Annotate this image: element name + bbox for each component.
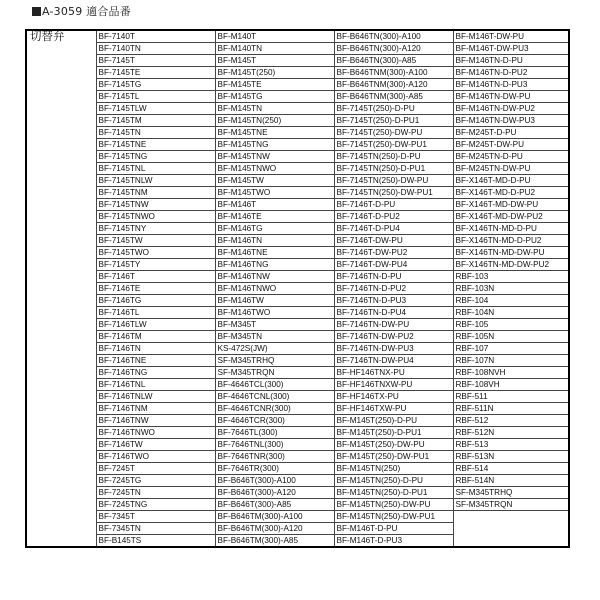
part-number-cell: BF-M145TNG (215, 139, 334, 151)
part-number-cell: BF-M245TN-DW-PU (453, 163, 569, 175)
part-number-cell: BF-7245T (96, 463, 215, 475)
empty-cell (453, 511, 569, 548)
part-number-cell: BF-7245TN (96, 487, 215, 499)
part-number-cell: BF-7145TN(250)-DW-PU (334, 175, 453, 187)
table-row (26, 139, 569, 151)
part-number-cell: BF-M145TN(250)-DW-PU1 (334, 511, 453, 523)
part-number-cell: BF-M345TN (215, 331, 334, 343)
part-number-cell: BF-7145TN(250)-D-PU (334, 151, 453, 163)
part-number-cell: BF-B646TNM(300)-A120 (334, 79, 453, 91)
part-number-cell: BF-7146T-D-PU2 (334, 211, 453, 223)
part-number-cell: RBF-513N (453, 451, 569, 463)
part-number-cell: BF-M146T (215, 199, 334, 211)
part-number-cell: BF-7146TE (96, 283, 215, 295)
part-number-cell: BF-M145TNE (215, 127, 334, 139)
part-number-cell: BF-7145TWO (96, 247, 215, 259)
part-number-cell: BF-M145TN(250) (334, 463, 453, 475)
part-number-cell: SF-M345TRHQ (453, 487, 569, 499)
part-number-cell: BF-M145TNW (215, 151, 334, 163)
page-title (32, 3, 131, 19)
part-number-cell: RBF-511 (453, 391, 569, 403)
part-number-cell: BF-7145TNWO (96, 211, 215, 223)
part-number-cell: BF-7145TNL (96, 163, 215, 175)
part-number-cell: BF-B646TM(300)-A100 (215, 511, 334, 523)
table-row (26, 391, 569, 403)
part-number-cell: BF-M245T-D-PU (453, 127, 569, 139)
table-row (26, 355, 569, 367)
square-bullet-icon (32, 7, 41, 16)
part-number-cell: RBF-108NVH (453, 367, 569, 379)
table-row (26, 199, 569, 211)
part-number-cell: BF-7146TL (96, 307, 215, 319)
part-number-cell: BF-7145TN(250)-D-PU1 (334, 163, 453, 175)
part-number-cell: BF-B646TN(300)-A100 (334, 30, 453, 43)
part-number-cell: BF-B646TM(300)-A85 (215, 535, 334, 548)
part-number-cell: BF-M145TNWO (215, 163, 334, 175)
part-number-cell: BF-7145TNE (96, 139, 215, 151)
part-number-cell: BF-B646TNM(300)-A100 (334, 67, 453, 79)
part-number-cell: RBF-107N (453, 355, 569, 367)
part-number-cell: BF-M145TW (215, 175, 334, 187)
part-number-cell: BF-7145TNM (96, 187, 215, 199)
table-row (26, 187, 569, 199)
part-number-cell: BF-M146TNW (215, 271, 334, 283)
table-row (26, 127, 569, 139)
part-number-cell: BF-M145TG (215, 91, 334, 103)
part-number-cell: RBF-514N (453, 475, 569, 487)
part-number-cell: BF-X146TN-MD-DW-PU2 (453, 259, 569, 271)
part-number-cell: BF-7146TNG (96, 367, 215, 379)
part-number-cell: BF-M145T(250) (215, 67, 334, 79)
table-row (26, 511, 569, 523)
part-number-cell: BF-7146TNLW (96, 391, 215, 403)
part-number-cell: BF-7146TN-DW-PU2 (334, 331, 453, 343)
part-number-cell: RBF-512N (453, 427, 569, 439)
part-number-cell: RBF-103 (453, 271, 569, 283)
table-row (26, 475, 569, 487)
part-number-cell: RBF-108VH (453, 379, 569, 391)
part-number-cell: BF-B646TM(300)-A120 (215, 523, 334, 535)
table-row (26, 55, 569, 67)
table-row (26, 343, 569, 355)
table-row (26, 30, 569, 43)
part-number-cell: BF-7146TLW (96, 319, 215, 331)
part-number-cell: BF-M146T-DW-PU3 (453, 43, 569, 55)
part-number-cell: BF-HF146TXW-PU (334, 403, 453, 415)
part-number-cell: BF-M146TW (215, 295, 334, 307)
table-row (26, 295, 569, 307)
part-number-cell: BF-7145TNY (96, 223, 215, 235)
part-number-cell: BF-M146T-D-PU (334, 523, 453, 535)
part-number-cell: BF-7145TN (96, 127, 215, 139)
part-number-cell: BF-7146T-DW-PU (334, 235, 453, 247)
part-number-cell: BF-7646TL(300) (215, 427, 334, 439)
part-number-cell: BF-M146T-D-PU3 (334, 535, 453, 548)
part-number-cell: BF-M145TWO (215, 187, 334, 199)
part-number-cell: BF-7245TG (96, 475, 215, 487)
part-number-cell: KS-472S(JW) (215, 343, 334, 355)
table-row (26, 307, 569, 319)
part-number-cell: BF-X146TN-MD-D-PU2 (453, 235, 569, 247)
part-number-cell: BF-X146TN-MD-D-PU (453, 223, 569, 235)
part-number-cell: BF-7146TWO (96, 451, 215, 463)
part-number-cell: BF-M140TN (215, 43, 334, 55)
part-number-cell: BF-B646T(300)-A100 (215, 475, 334, 487)
part-number-cell: BF-M145TN(250)-DW-PU (334, 499, 453, 511)
part-number-cell: BF-7146TNE (96, 355, 215, 367)
part-number-cell: BF-7145TN(250)-DW-PU1 (334, 187, 453, 199)
part-number-cell: BF-7145T(250)-D-PU1 (334, 115, 453, 127)
part-number-cell: BF-4646TCNR(300) (215, 403, 334, 415)
part-number-cell: BF-7146TW (96, 439, 215, 451)
part-number-cell: BF-7345TN (96, 523, 215, 535)
part-number-cell: BF-M145T(250)-D-PU (334, 415, 453, 427)
part-number-cell: BF-X146T-MD-DW-PU (453, 199, 569, 211)
part-number-cell: BF-M145TN(250)-D-PU1 (334, 487, 453, 499)
part-number-cell: BF-7146T (96, 271, 215, 283)
part-number-cell: BF-7146TN-DW-PU (334, 319, 453, 331)
table-row (26, 415, 569, 427)
part-number-cell: BF-X146T-MD-D-PU (453, 175, 569, 187)
part-number-cell: BF-4646TCR(300) (215, 415, 334, 427)
part-number-cell: RBF-107 (453, 343, 569, 355)
part-number-cell: SF-M345TRQN (453, 499, 569, 511)
table-row (26, 499, 569, 511)
table-row (26, 379, 569, 391)
part-number-cell: BF-7145TLW (96, 103, 215, 115)
table-row (26, 115, 569, 127)
table-row (26, 427, 569, 439)
part-number-cell: BF-M145TN(250)-D-PU (334, 475, 453, 487)
part-number-cell: BF-M145T(250)-DW-PU1 (334, 451, 453, 463)
compatible-parts-table (25, 29, 570, 548)
table-row (26, 319, 569, 331)
table-row (26, 403, 569, 415)
part-number-cell: BF-7146T-D-PU4 (334, 223, 453, 235)
part-number-cell: BF-7145TL (96, 91, 215, 103)
part-number-cell: BF-7145TG (96, 79, 215, 91)
table-row (26, 451, 569, 463)
part-number-cell: BF-M145T(250)-DW-PU (334, 439, 453, 451)
part-number-cell: BF-M146TNE (215, 247, 334, 259)
part-number-cell: BF-7145TNW (96, 199, 215, 211)
part-number-cell: BF-7646TNR(300) (215, 451, 334, 463)
part-number-cell: BF-7146T-DW-PU4 (334, 259, 453, 271)
table-row (26, 67, 569, 79)
part-number-cell: BF-M146TN-DW-PU2 (453, 103, 569, 115)
part-number-cell: BF-HF146TNX-PU (334, 367, 453, 379)
part-number-cell: BF-M146TG (215, 223, 334, 235)
table-row (26, 439, 569, 451)
part-number-cell: BF-B646T(300)-A120 (215, 487, 334, 499)
part-number-cell: BF-7146TN-DW-PU4 (334, 355, 453, 367)
part-number-cell: RBF-104N (453, 307, 569, 319)
part-number-cell: BF-M146TNG (215, 259, 334, 271)
part-number-cell: SF-M345TRHQ (215, 355, 334, 367)
table-row (26, 211, 569, 223)
table-row (26, 151, 569, 163)
part-number-cell: BF-7145TW (96, 235, 215, 247)
part-number-cell: BF-7245TNG (96, 499, 215, 511)
part-number-cell: BF-M146TN-D-PU3 (453, 79, 569, 91)
part-number-cell: RBF-513 (453, 439, 569, 451)
part-number-cell: BF-B145TS (96, 535, 215, 548)
part-number-cell: BF-M146T-DW-PU (453, 30, 569, 43)
part-number-cell: BF-7146TNW (96, 415, 215, 427)
part-number-cell: RBF-104 (453, 295, 569, 307)
part-number-cell: BF-B646TN(300)-A85 (334, 55, 453, 67)
table-row (26, 247, 569, 259)
part-number-cell: SF-M345TRQN (215, 367, 334, 379)
part-number-cell: BF-M145TN(250) (215, 115, 334, 127)
part-number-cell: BF-7345T (96, 511, 215, 523)
part-number-cell: RBF-512 (453, 415, 569, 427)
part-number-cell: BF-M146TN (215, 235, 334, 247)
part-number-cell: BF-7146T-DW-PU2 (334, 247, 453, 259)
part-number-cell: BF-7145T (96, 55, 215, 67)
part-number-cell: BF-7146TN (96, 343, 215, 355)
table-row (26, 163, 569, 175)
part-number-cell: BF-7140TN (96, 43, 215, 55)
table-row (26, 223, 569, 235)
part-number-cell: BF-M245TN-D-PU (453, 151, 569, 163)
part-number-cell: BF-7146TNM (96, 403, 215, 415)
table-row (26, 175, 569, 187)
part-number-cell: BF-7140T (96, 30, 215, 43)
part-number-cell: RBF-105 (453, 319, 569, 331)
table-row (26, 283, 569, 295)
part-number-cell: BF-M145TN (215, 103, 334, 115)
part-number-cell: BF-M145TE (215, 79, 334, 91)
part-number-cell: BF-X146TN-MD-DW-PU (453, 247, 569, 259)
part-number-cell: BF-7646TR(300) (215, 463, 334, 475)
part-number-cell: BF-7146TN-D-PU2 (334, 283, 453, 295)
part-number-cell: BF-7146TG (96, 295, 215, 307)
part-number-cell: BF-4646TCL(300) (215, 379, 334, 391)
table-row (26, 487, 569, 499)
part-number-cell: BF-7146TN-D-PU4 (334, 307, 453, 319)
part-number-cell: BF-B646TN(300)-A120 (334, 43, 453, 55)
part-number-cell: BF-7646TNL(300) (215, 439, 334, 451)
part-number-cell: BF-B646T(300)-A85 (215, 499, 334, 511)
table-row (26, 235, 569, 247)
table-row (26, 463, 569, 475)
part-number-cell: BF-7145TE (96, 67, 215, 79)
part-number-cell: RBF-514 (453, 463, 569, 475)
part-number-cell: RBF-105N (453, 331, 569, 343)
part-number-cell: BF-M245T-DW-PU (453, 139, 569, 151)
part-number-cell: BF-HF146TNXW-PU (334, 379, 453, 391)
part-number-cell: BF-7146TNL (96, 379, 215, 391)
part-number-cell: BF-M140T (215, 30, 334, 43)
part-number-cell: BF-4646TCNL(300) (215, 391, 334, 403)
part-number-cell: BF-M146TNWO (215, 283, 334, 295)
table-row (26, 43, 569, 55)
part-number-cell: BF-7145T(250)-DW-PU (334, 127, 453, 139)
category-cell: 切替弁 (26, 30, 96, 547)
part-number-cell: BF-HF146TX-PU (334, 391, 453, 403)
part-number-cell: BF-M146TN-DW-PU (453, 91, 569, 103)
table-row (26, 103, 569, 115)
part-number-cell: BF-7145T(250)-D-PU (334, 103, 453, 115)
part-number-cell: RBF-511N (453, 403, 569, 415)
part-number-cell: BF-7146TM (96, 331, 215, 343)
part-number-cell: BF-7145TNG (96, 151, 215, 163)
part-number-cell: BF-M145T (215, 55, 334, 67)
part-number-cell: BF-M345T (215, 319, 334, 331)
table-row (26, 79, 569, 91)
part-number-cell: BF-7146TNWO (96, 427, 215, 439)
part-number-cell: BF-7145T(250)-DW-PU1 (334, 139, 453, 151)
part-number-cell: BF-7145TNLW (96, 175, 215, 187)
part-number-cell: BF-7146T-D-PU (334, 199, 453, 211)
part-number-cell: BF-7146TN-DW-PU3 (334, 343, 453, 355)
part-number-cell: BF-M146TN-D-PU (453, 55, 569, 67)
table-row (26, 331, 569, 343)
table-row (26, 91, 569, 103)
part-number-cell: BF-M146TN-D-PU2 (453, 67, 569, 79)
part-number-cell: BF-M146TN-DW-PU3 (453, 115, 569, 127)
part-number-cell: BF-X146T-MD-DW-PU2 (453, 211, 569, 223)
table-row (26, 367, 569, 379)
part-number-cell: RBF-103N (453, 283, 569, 295)
part-number-cell: BF-7145TM (96, 115, 215, 127)
part-number-cell: BF-M146TWO (215, 307, 334, 319)
part-number-cell: BF-7145TY (96, 259, 215, 271)
part-number-cell: BF-M146TE (215, 211, 334, 223)
part-number-cell: BF-7146TN-D-PU (334, 271, 453, 283)
table-row (26, 259, 569, 271)
part-number-cell: BF-X146T-MD-D-PU2 (453, 187, 569, 199)
part-number-cell: BF-B646TNM(300)-A85 (334, 91, 453, 103)
part-number-cell: BF-7146TN-D-PU3 (334, 295, 453, 307)
title-text: A-3059 適合品番 (42, 5, 131, 18)
part-number-cell: BF-M145T(250)-D-PU1 (334, 427, 453, 439)
table-row (26, 271, 569, 283)
